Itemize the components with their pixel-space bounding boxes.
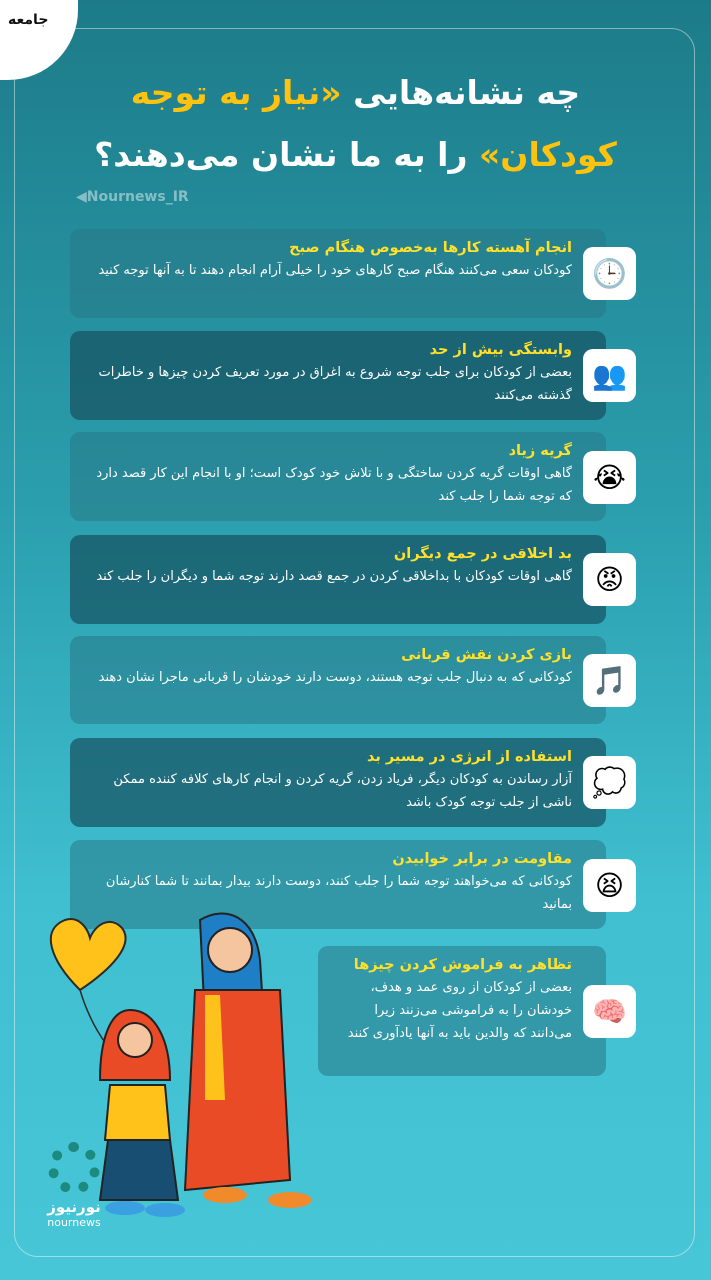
card-text: کودکانی که به دنبال جلب توجه هستند، دوست دارند خودشان را قربانی ماجرا نشان دهند xyxy=(98,670,572,685)
card-title: انجام آهسته کارها به‌خصوص هنگام صبح xyxy=(289,240,572,256)
telegram-handle: ◀Nournews_IR xyxy=(76,189,189,205)
card-title: تظاهر به فراموش کردن چیزها xyxy=(353,957,572,973)
brain-icon: 🧠 xyxy=(583,985,636,1038)
card-text: آزار رساندن به کودکان دیگر، فریاد زدن، گریه کردن و انجام کارهای کلافه کننده ممکن ناشی از جلب توجه کودک باشد xyxy=(113,772,572,810)
title-part1: چه نشانه‌هایی xyxy=(341,73,581,112)
sign-card-3 xyxy=(70,432,606,521)
sign-card-1 xyxy=(70,229,606,318)
angry-boy-icon: 😡 xyxy=(583,553,636,606)
card-text: بعضی از کودکان از روی عمد و هدف، خودشان را به فراموشی می‌زنند زیرا می‌دانند که والدین باید به آنها یادآوری کنند xyxy=(347,980,572,1041)
card-text: گاهی اوقات کودکان با بداخلاقی کردن در جمع قصد دارند توجه شما و دیگران را جلب کند xyxy=(96,569,572,584)
people-cycle-icon: 👥 xyxy=(583,349,636,402)
title-highlight1: «نیاز به توجه xyxy=(130,73,342,112)
head-thought-icon: 💭 xyxy=(583,756,636,809)
crying-baby-icon: 😭 xyxy=(583,451,636,504)
card-text: بعضی از کودکان برای جلب توجه شروع به اغراق در مورد تعریف کردن چیزها و خاطرات گذشته می‌کنند xyxy=(98,365,572,403)
card-text: کودکانی که می‌خواهند توجه شما را جلب کنند، دوست دارند بیدار بمانند تا شما کنارشان بمانید xyxy=(105,874,572,912)
card-title: مقاومت در برابر خوابیدن xyxy=(392,851,572,867)
head-clock-icon: 🕒 xyxy=(583,247,636,300)
card-title: وابستگی بیش از حد xyxy=(429,342,572,358)
title-part2: را به ما نشان می‌دهند؟ xyxy=(94,135,479,174)
page-title xyxy=(50,62,661,186)
logo-fa: نورنیوز xyxy=(47,1198,101,1216)
no-sleep-icon: 😫 xyxy=(583,859,636,912)
sign-card-4 xyxy=(70,535,606,624)
card-text: گاهی اوقات گریه کردن ساختگی و با تلاش خود کودک است؛ او با انجام این کار قصد دارد که توجه شما را جلب کند xyxy=(96,466,572,504)
card-title: گریه زیاد xyxy=(508,443,572,459)
sign-card-2 xyxy=(70,331,606,420)
card-title: بازی کردن نقش قربانی xyxy=(401,647,572,663)
card-text: کودکان سعی می‌کنند هنگام صبح کارهای خود را خیلی آرام انجام دهند تا به آنها توجه کنید xyxy=(98,263,572,278)
card-title: بد اخلاقی در جمع دیگران xyxy=(393,546,572,562)
category-label: جامعه xyxy=(8,12,49,28)
logo-en: nournews xyxy=(47,1216,101,1229)
sign-card-6 xyxy=(70,738,606,827)
nournews-logo xyxy=(38,1142,110,1229)
girl-music-icon: 🎵 xyxy=(583,654,636,707)
title-highlight2: کودکان» xyxy=(478,135,617,174)
card-title: استفاده از انرژی در مسیر بد xyxy=(367,749,572,765)
logo-swirl-icon xyxy=(48,1142,100,1194)
sign-card-8 xyxy=(318,946,606,1076)
sign-card-5 xyxy=(70,636,606,724)
